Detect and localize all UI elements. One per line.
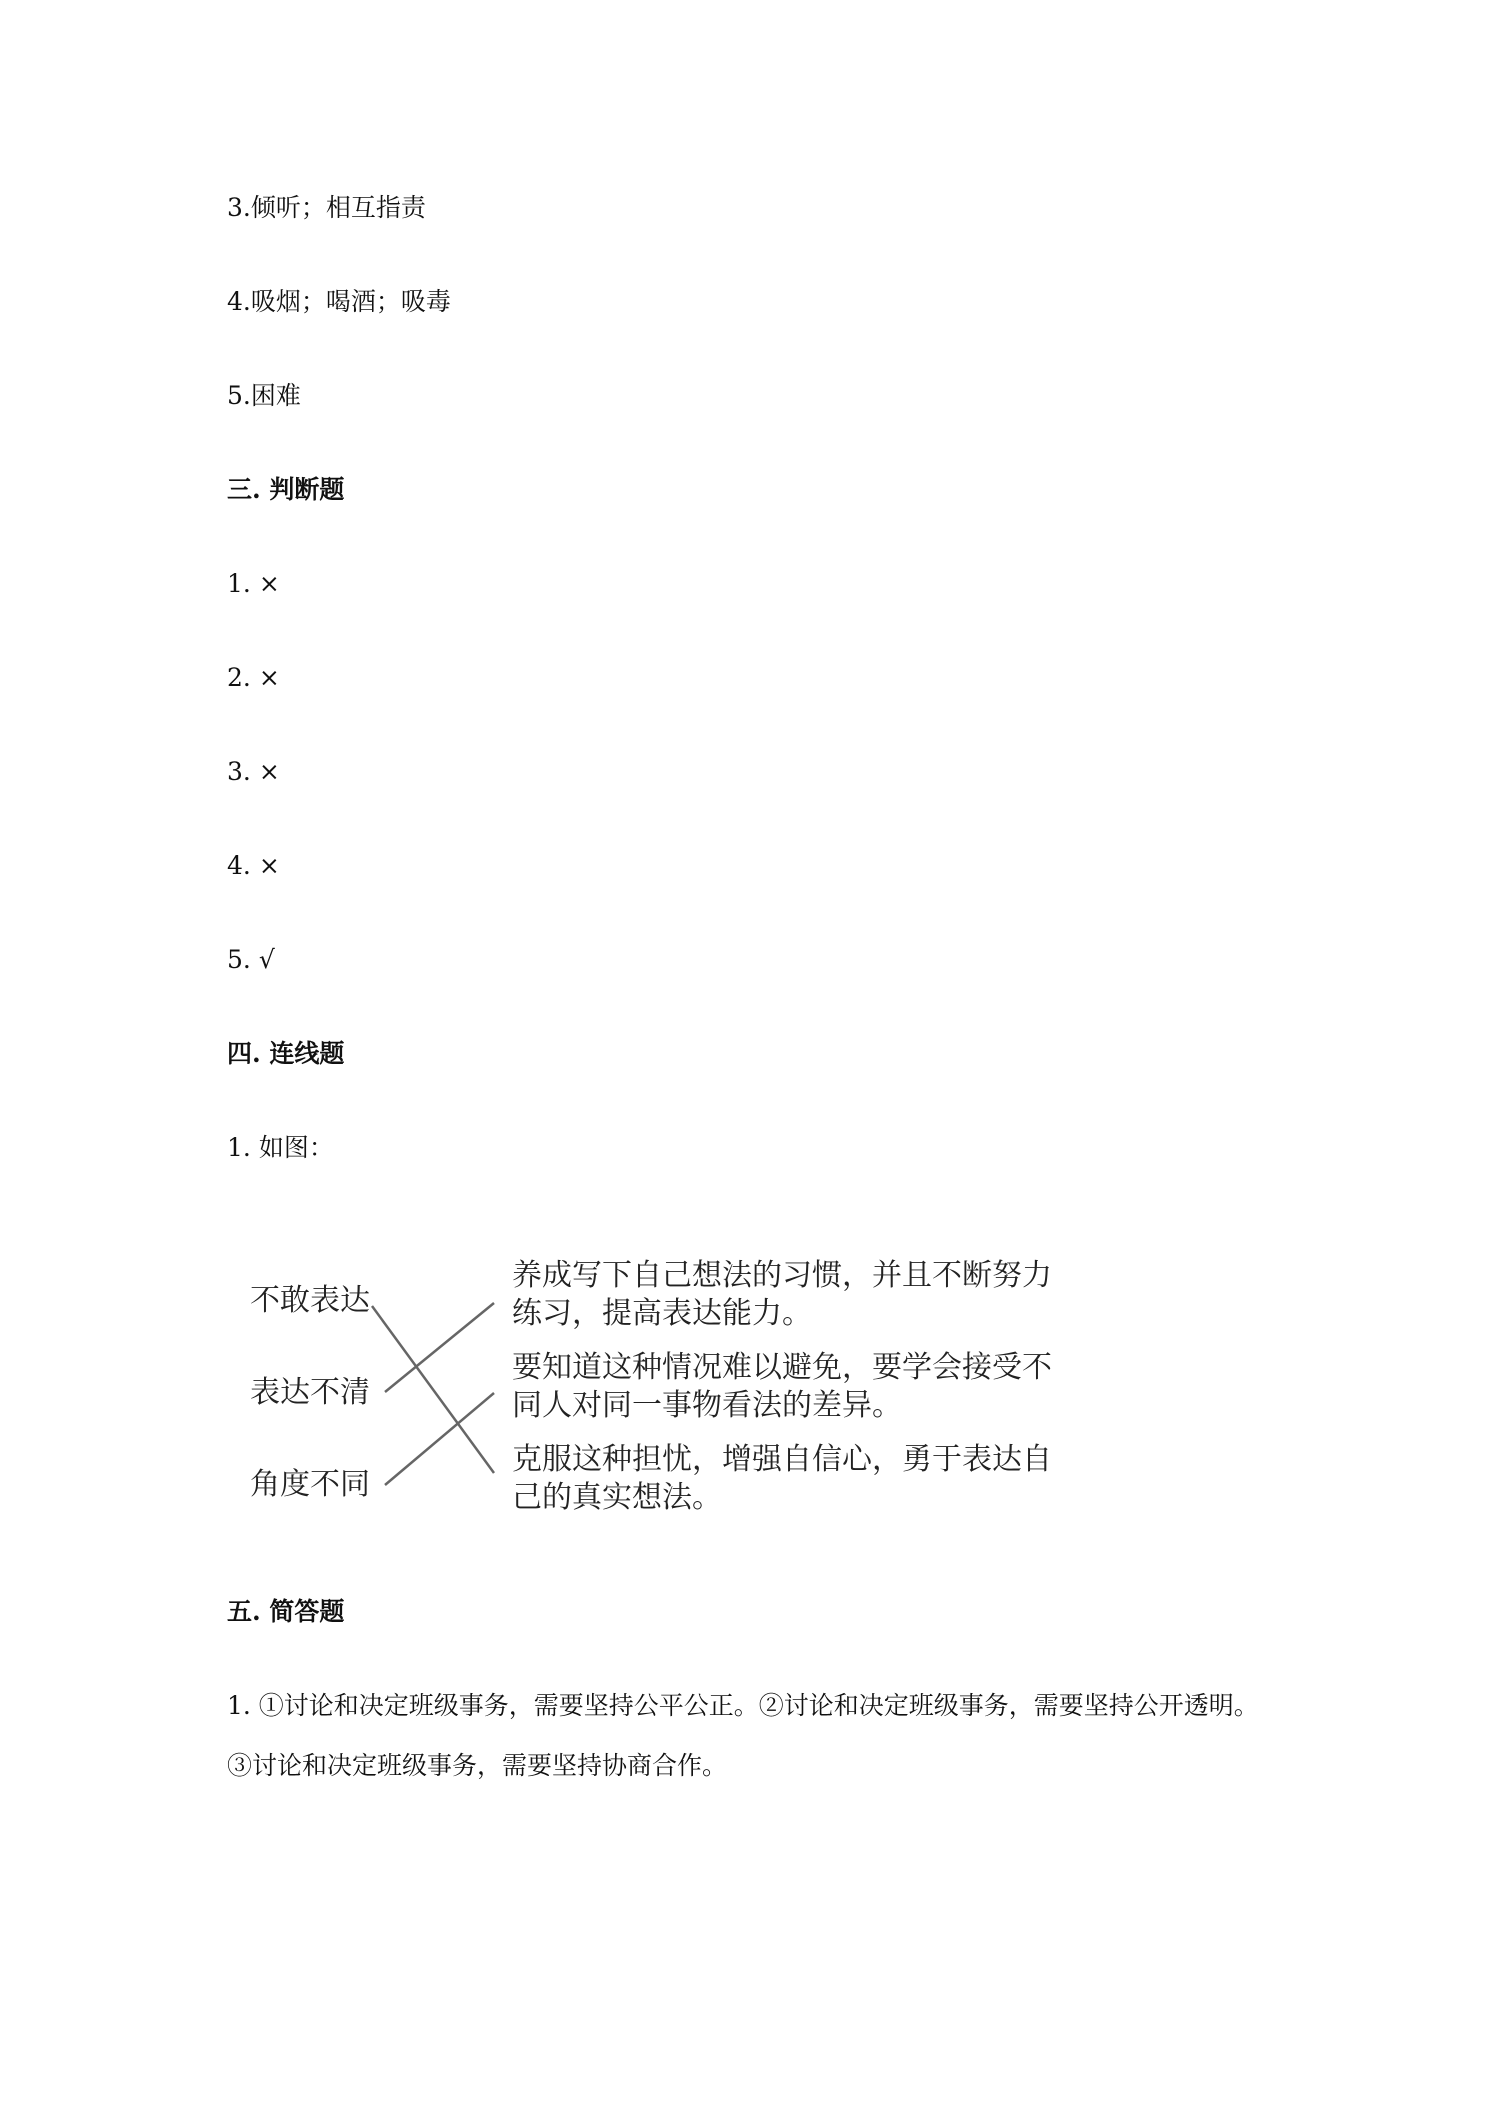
section-title-short: 五. 简答题 — [227, 1597, 345, 1626]
judge-number: 3. — [227, 757, 251, 786]
short-answer-line-2: ③讨论和决定班级事务，需要坚持协商合作。 — [227, 1751, 728, 1780]
section-title-match: 四. 连线题 — [227, 1039, 345, 1068]
left-item-2: 表达不清 — [250, 1375, 370, 1410]
match-text: 如图： — [258, 1133, 334, 1162]
match-number: 1. — [227, 1133, 251, 1162]
answer-text: 吸烟；喝酒；吸毒 — [250, 287, 451, 316]
judge-number: 4. — [227, 851, 251, 880]
judge-mark: × — [258, 569, 280, 598]
judge-number: 1. — [227, 569, 251, 598]
judge-number: 5. — [227, 945, 251, 974]
answer-number: 4. — [227, 287, 251, 316]
connector-line-1-3 — [372, 1306, 494, 1473]
right-item-1-line-2: 练习，提高表达能力。 — [512, 1296, 812, 1331]
judge-mark: × — [258, 851, 280, 880]
judge-mark: √ — [258, 945, 275, 974]
right-item-3-line-2: 己的真实想法。 — [512, 1480, 722, 1515]
answer-number: 5. — [227, 381, 251, 410]
judge-number: 2. — [227, 663, 251, 692]
answer-text: 倾听；相互指责 — [250, 193, 426, 222]
answer-number: 3. — [227, 193, 251, 222]
connector-line-3-2 — [385, 1393, 494, 1485]
right-item-1-line-1: 养成写下自己想法的习惯，并且不断努力 — [512, 1258, 1052, 1293]
answer-text: 困难 — [250, 381, 301, 410]
judge-mark: × — [258, 663, 280, 692]
right-item-2-line-2: 同人对同一事物看法的差异。 — [512, 1388, 902, 1423]
right-item-3-line-1: 克服这种担忧，增强自信心，勇于表达自 — [512, 1442, 1052, 1477]
left-item-1: 不敢表达 — [250, 1283, 370, 1318]
right-item-2-line-1: 要知道这种情况难以避免，要学会接受不 — [512, 1350, 1052, 1385]
judge-mark: × — [258, 757, 280, 786]
left-item-3: 角度不同 — [250, 1467, 370, 1502]
section-title-judge: 三. 判断题 — [227, 475, 345, 504]
short-answer-line-1: 1. ①讨论和决定班级事务，需要坚持公平公正。②讨论和决定班级事务，需要坚持公开透明。 — [227, 1691, 1259, 1720]
